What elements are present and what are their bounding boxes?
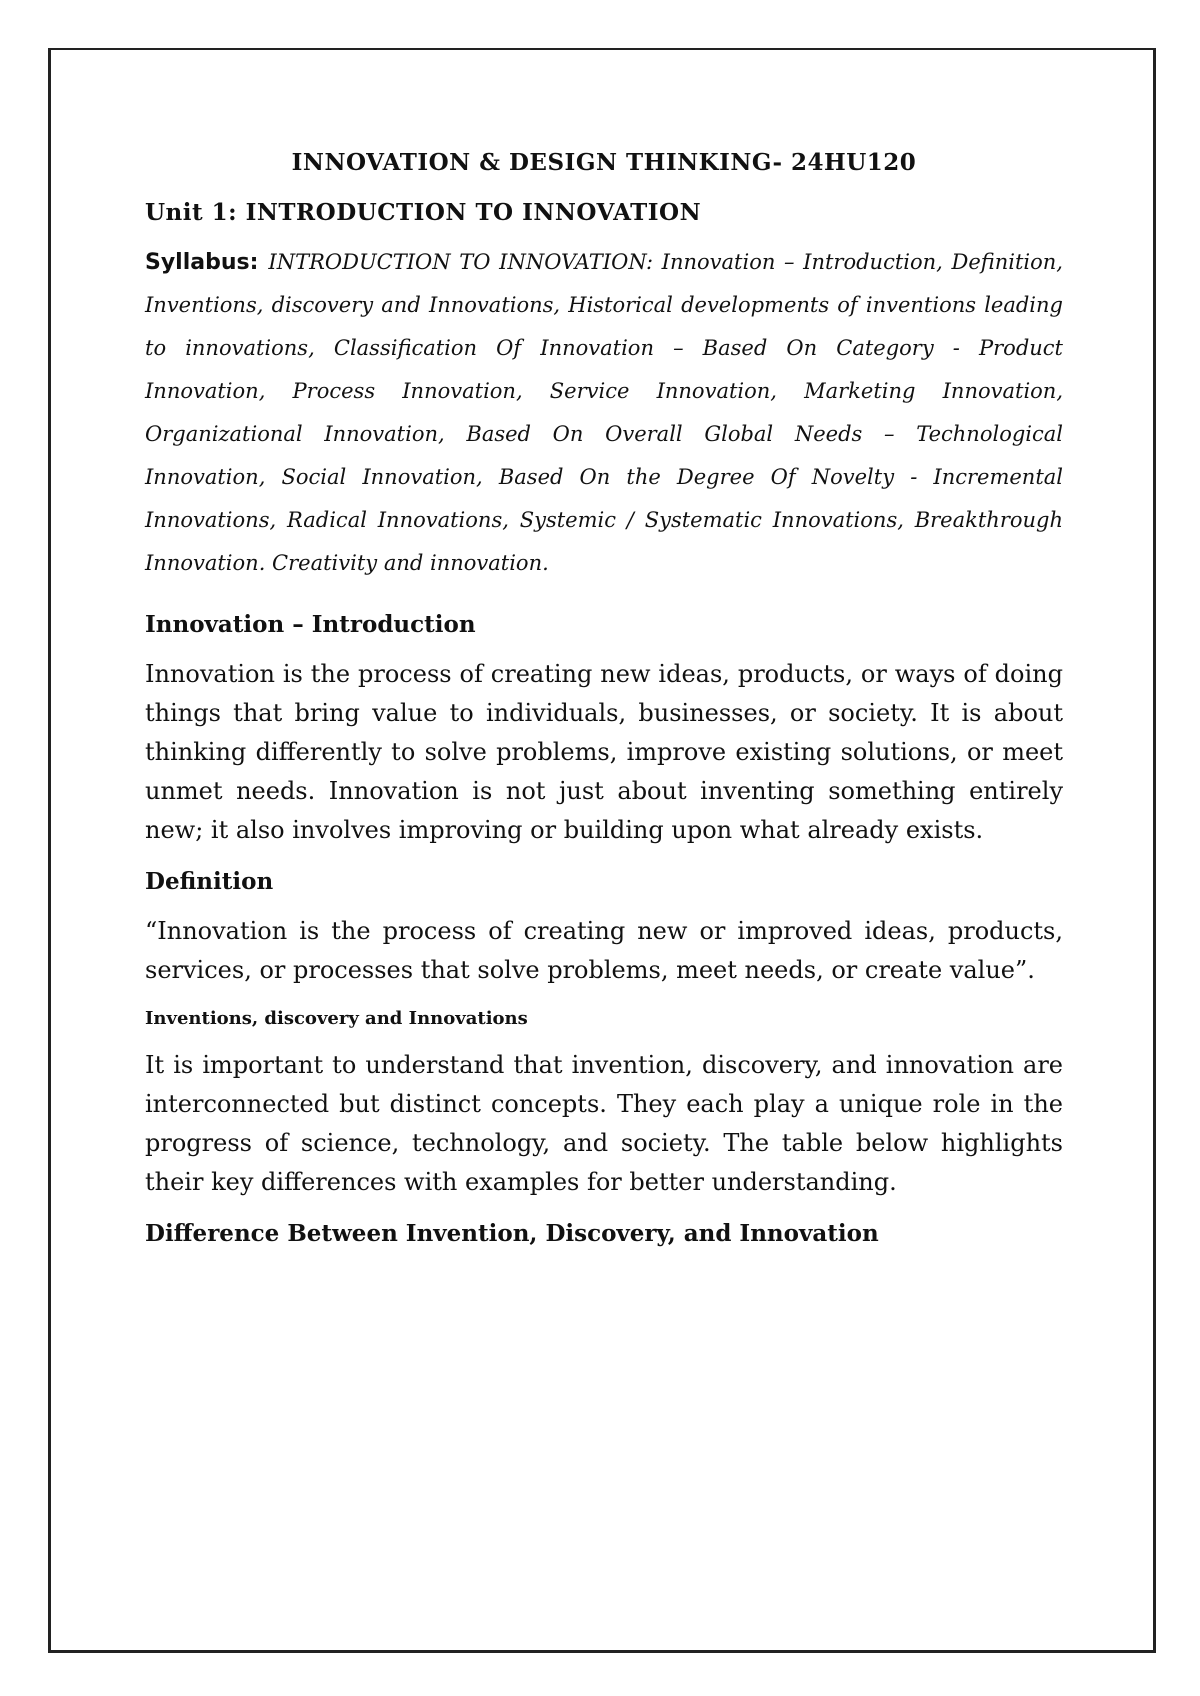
- heading-innovation-introduction: Innovation – Introduction: [145, 611, 476, 638]
- document-title: INNOVATION & DESIGN THINKING- 24HU120: [291, 149, 917, 176]
- heading-inventions-discovery: Inventions, discovery and Innovations: [145, 1008, 528, 1029]
- syllabus-label: Syllabus:: [145, 250, 259, 275]
- syllabus-paragraph: [145, 241, 1063, 585]
- syllabus-text: INTRODUCTION TO INNOVATION: Innovation – Introduction, Definition, Inventions, discovery and Innovations, Historical developments of inventions leading to innovations, Classification Of Innovation – Based On Category - Product Innovation, Process Innovation, Service Innovation, Marketing Innovation, Organizational Innovation, Based On Overall Global Needs – Technological Innovation, Social Innovation, Based On the Degree Of Novelty - Incremental Innovations, Radical Innovations, Systemic / Systematic Innovations, Breakthrough Innovation. Creativity and innovation.: [145, 250, 1063, 575]
- paragraph-inventions: It is important to understand that invention, discovery, and innovation are interconnected but distinct concepts. They each play a unique role in the progress of science, technology, and society. The table below highlights their key differences with examples for better understanding.: [145, 1051, 1063, 1196]
- paragraph-definition: “Innovation is the process of creating new or improved ideas, products, services, or processes that solve problems, meet needs, or create value”.: [145, 917, 1063, 984]
- heading-definition: Definition: [145, 868, 274, 895]
- document-content: [145, 145, 1063, 1252]
- unit-title: Unit 1: INTRODUCTION TO INNOVATION: [145, 199, 702, 226]
- heading-difference: Difference Between Invention, Discovery, and Innovation: [145, 1220, 879, 1247]
- paragraph-introduction: Innovation is the process of creating new ideas, products, or ways of doing things that bring value to individuals, businesses, or society. It is about thinking differently to solve problems, improve existing solutions, or meet unmet needs. Innovation is not just about inventing something entirely new; it also involves improving or building upon what already exists.: [145, 660, 1063, 844]
